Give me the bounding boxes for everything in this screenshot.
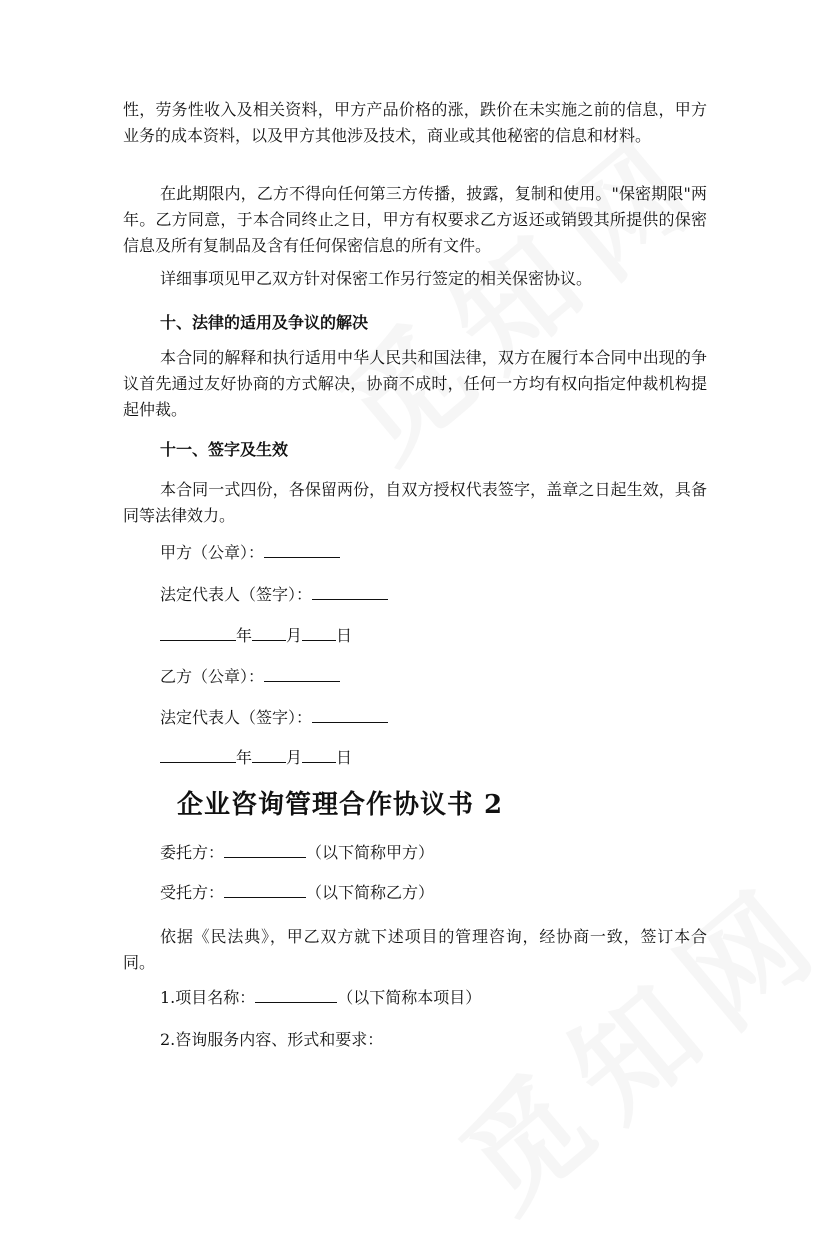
party-a-rep-blank: [312, 583, 388, 600]
party-a-rep-label: 法定代表人（签字）：: [160, 585, 313, 604]
day-label: 日: [336, 626, 353, 645]
trustee-line: [160, 880, 434, 906]
watermark-bottom: [420, 836, 830, 1242]
year-blank: [160, 624, 236, 641]
paragraph-confidential-agreement: 详细事项见甲乙双方针对保密工作另行签定的相关保密协议。: [160, 269, 593, 288]
party-b-seal-label: 乙方（公章）：: [160, 667, 265, 686]
trustee-blank: [224, 881, 306, 898]
year-blank: [160, 746, 236, 763]
month-label: 月: [286, 626, 303, 645]
paragraph-confidential-info: 性，劳务性收入及相关资料，甲方产品价格的涨，跌价在未实施之前的信息，甲方业务的成本资料，以及甲方其他涉及技术，商业或其他秘密的信息和材料。: [123, 100, 707, 145]
trustee-label: 受托方：: [160, 883, 225, 902]
project-name-suffix: （以下简称本项目）: [337, 988, 482, 1007]
client-suffix: （以下简称甲方）: [306, 843, 435, 862]
party-b-date-line: [160, 745, 352, 771]
project-name-label: 1.项目名称：: [160, 988, 256, 1007]
client-label: 委托方：: [160, 843, 225, 862]
project-name-line: [160, 985, 481, 1011]
client-blank: [224, 841, 306, 858]
trustee-suffix: （以下简称乙方）: [306, 883, 435, 902]
year-label: 年: [236, 626, 253, 645]
party-b-seal-line: [160, 664, 340, 690]
party-b-rep-line: [160, 705, 388, 731]
day-label: 日: [336, 748, 353, 767]
day-blank: [302, 746, 336, 763]
day-blank: [302, 624, 336, 641]
paragraph-confidential-period: 在此期限内，乙方不得向任何第三方传播，披露，复制和使用。"保密期限"两年。乙方同意，于本合同终止之日，甲方有权要求乙方返还或销毁其所提供的保密信息及所有复制品及含有任何保密信息的所有文件。: [123, 184, 707, 255]
month-blank: [252, 746, 286, 763]
party-a-rep-line: [160, 582, 388, 608]
client-line: [160, 840, 434, 866]
paragraph-effectiveness: 本合同一式四份，各保留两份，自双方授权代表签字，盖章之日起生效，具备同等法律效力。: [123, 480, 707, 525]
party-b-rep-blank: [312, 706, 388, 723]
party-b-rep-label: 法定代表人（签字）：: [160, 708, 313, 727]
party-a-seal-label: 甲方（公章）：: [160, 543, 265, 562]
paragraph-basis: 依据《民法典》，甲乙双方就下述项目的管理咨询，经协商一致，签订本合同。: [123, 927, 707, 972]
year-label: 年: [236, 748, 253, 767]
section-heading-signature: 十一、签字及生效: [160, 440, 289, 459]
party-b-seal-blank: [264, 665, 340, 682]
project-name-blank: [255, 986, 337, 1003]
party-a-date-line: [160, 623, 352, 649]
service-content-line: 2.咨询服务内容、形式和要求：: [160, 1030, 384, 1049]
section-heading-law: 十、法律的适用及争议的解决: [160, 313, 369, 332]
party-a-seal-line: [160, 540, 340, 566]
party-a-seal-blank: [264, 541, 340, 558]
month-label: 月: [286, 748, 303, 767]
paragraph-governing-law: 本合同的解释和执行适用中华人民共和国法律，双方在履行本合同中出现的争议首先通过友好协商的方式解决，协商不成时，任何一方均有权向指定仲裁机构提起仲裁。: [123, 348, 707, 419]
month-blank: [252, 624, 286, 641]
document-title: 企业咨询管理合作协议书 2: [177, 790, 504, 820]
